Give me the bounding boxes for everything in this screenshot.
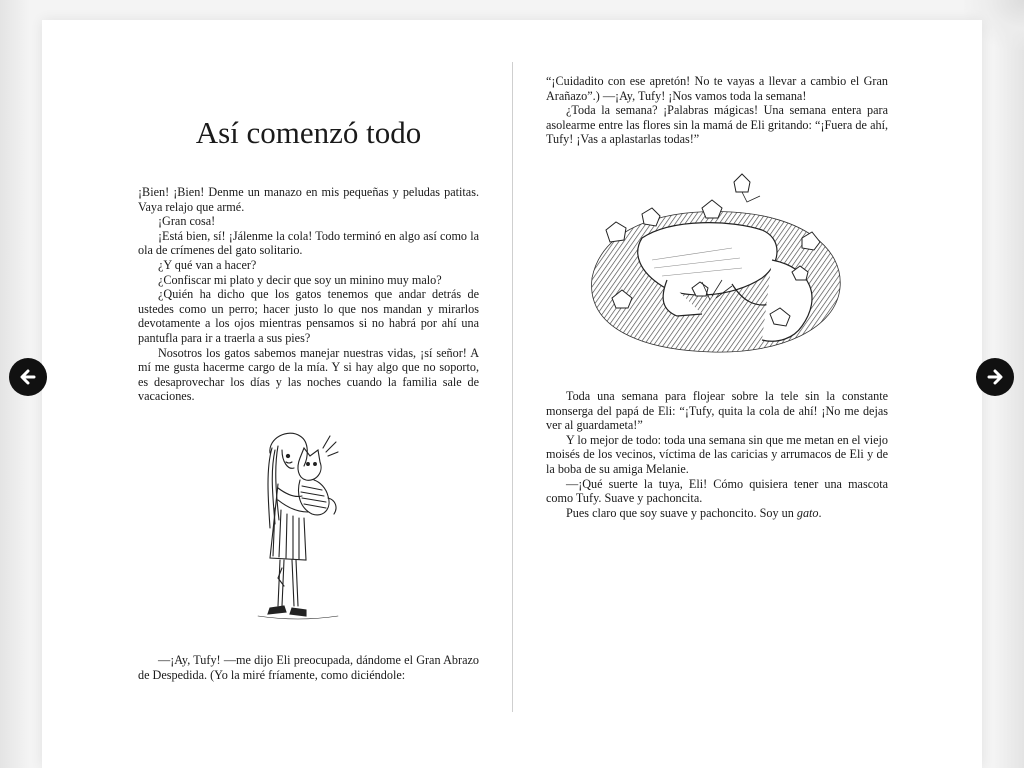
paragraph-text: Pues claro que soy suave y pachoncito. Soy un <box>566 505 797 520</box>
paragraph: Y lo mejor de todo: toda una semana sin que me metan en el viejo moisés de los vecinos, víctima de las caricias y arrumacos de Eli y de la boba de su amiga Melanie. <box>546 432 888 476</box>
right-page-top-text <box>546 74 888 147</box>
paragraph-end: . <box>818 505 822 520</box>
paragraph: ¡Gran cosa! <box>158 214 216 229</box>
paragraph: “¡Cuidadito con ese apretón! No te vayas a llevar a cambio el Gran Arañazo”.) —¡Ay, Tufy! ¡Nos vamos toda la semana! <box>546 74 888 103</box>
italic-word: gato <box>796 505 819 520</box>
next-page-button[interactable] <box>976 358 1014 396</box>
book-spine <box>512 62 513 712</box>
paragraph: —¡Qué suerte la tuya, Eli! Cómo quisiera tener una mascota como Tufy. Suave y pachoncita. <box>546 476 888 506</box>
paragraph: ¡Bien! ¡Bien! Denme un manazo en mis pequeñas y peludas patitas. Vaya relajo que armé. <box>138 185 479 214</box>
paragraph: ¿Toda la semana? ¡Palabras mágicas! Una semana entera para asolearme entre las flores sin la mamá de Eli gritando: “¡Fuera de ahí, Tufy! ¡Vas a aplastarlas todas!” <box>546 103 888 147</box>
paragraph: ¡Está bien, sí! ¡Jálenme la cola! Todo terminó en algo así como la ola de crímenes del gato solitario. <box>138 228 479 258</box>
girl-hugging-cat-illustration <box>248 428 348 628</box>
arrow-left-icon <box>18 367 38 387</box>
paragraph: Nosotros los gatos sabemos manejar nuestras vidas, ¡sí señor! A mí me gusta hacerme cargo de la mía. Y si hay algo que no soporto, es desaprovechar los días y las noches cuando la familia sale de vacaciones. <box>138 345 479 404</box>
left-page-text <box>138 185 479 404</box>
paragraph <box>546 506 888 521</box>
chapter-title: Así comenzó todo <box>195 115 422 150</box>
left-page-bottom-text <box>138 653 479 682</box>
paragraph: ¿Confiscar mi plato y decir que soy un minino muy malo? <box>158 272 442 287</box>
cat-in-flowers-illustration <box>582 168 852 364</box>
paragraph: ¿Quién ha dicho que los gatos tenemos que andar detrás de ustedes como un perro; hacer justo lo que nos mandan y mirarlos devotamente a los ojos mientras pensamos si no habrá por ahí una pantufla para ir a traerla a sus pies? <box>138 287 479 345</box>
arrow-right-icon <box>985 367 1005 387</box>
paragraph: —¡Ay, Tufy! —me dijo Eli preocupada, dándome el Gran Abrazo de Despedida. (Yo la miré fríamente, como diciéndole: <box>138 653 479 682</box>
right-page-bottom-text <box>546 389 888 520</box>
previous-page-button[interactable] <box>9 358 47 396</box>
paragraph: ¿Y qué van a hacer? <box>158 257 257 272</box>
paragraph: Toda una semana para flojear sobre la tele sin la constante monserga del papá de Eli: “¡Tufy, quita la cola de ahí! ¡No me dejas ver al guardameta!” <box>546 389 888 433</box>
